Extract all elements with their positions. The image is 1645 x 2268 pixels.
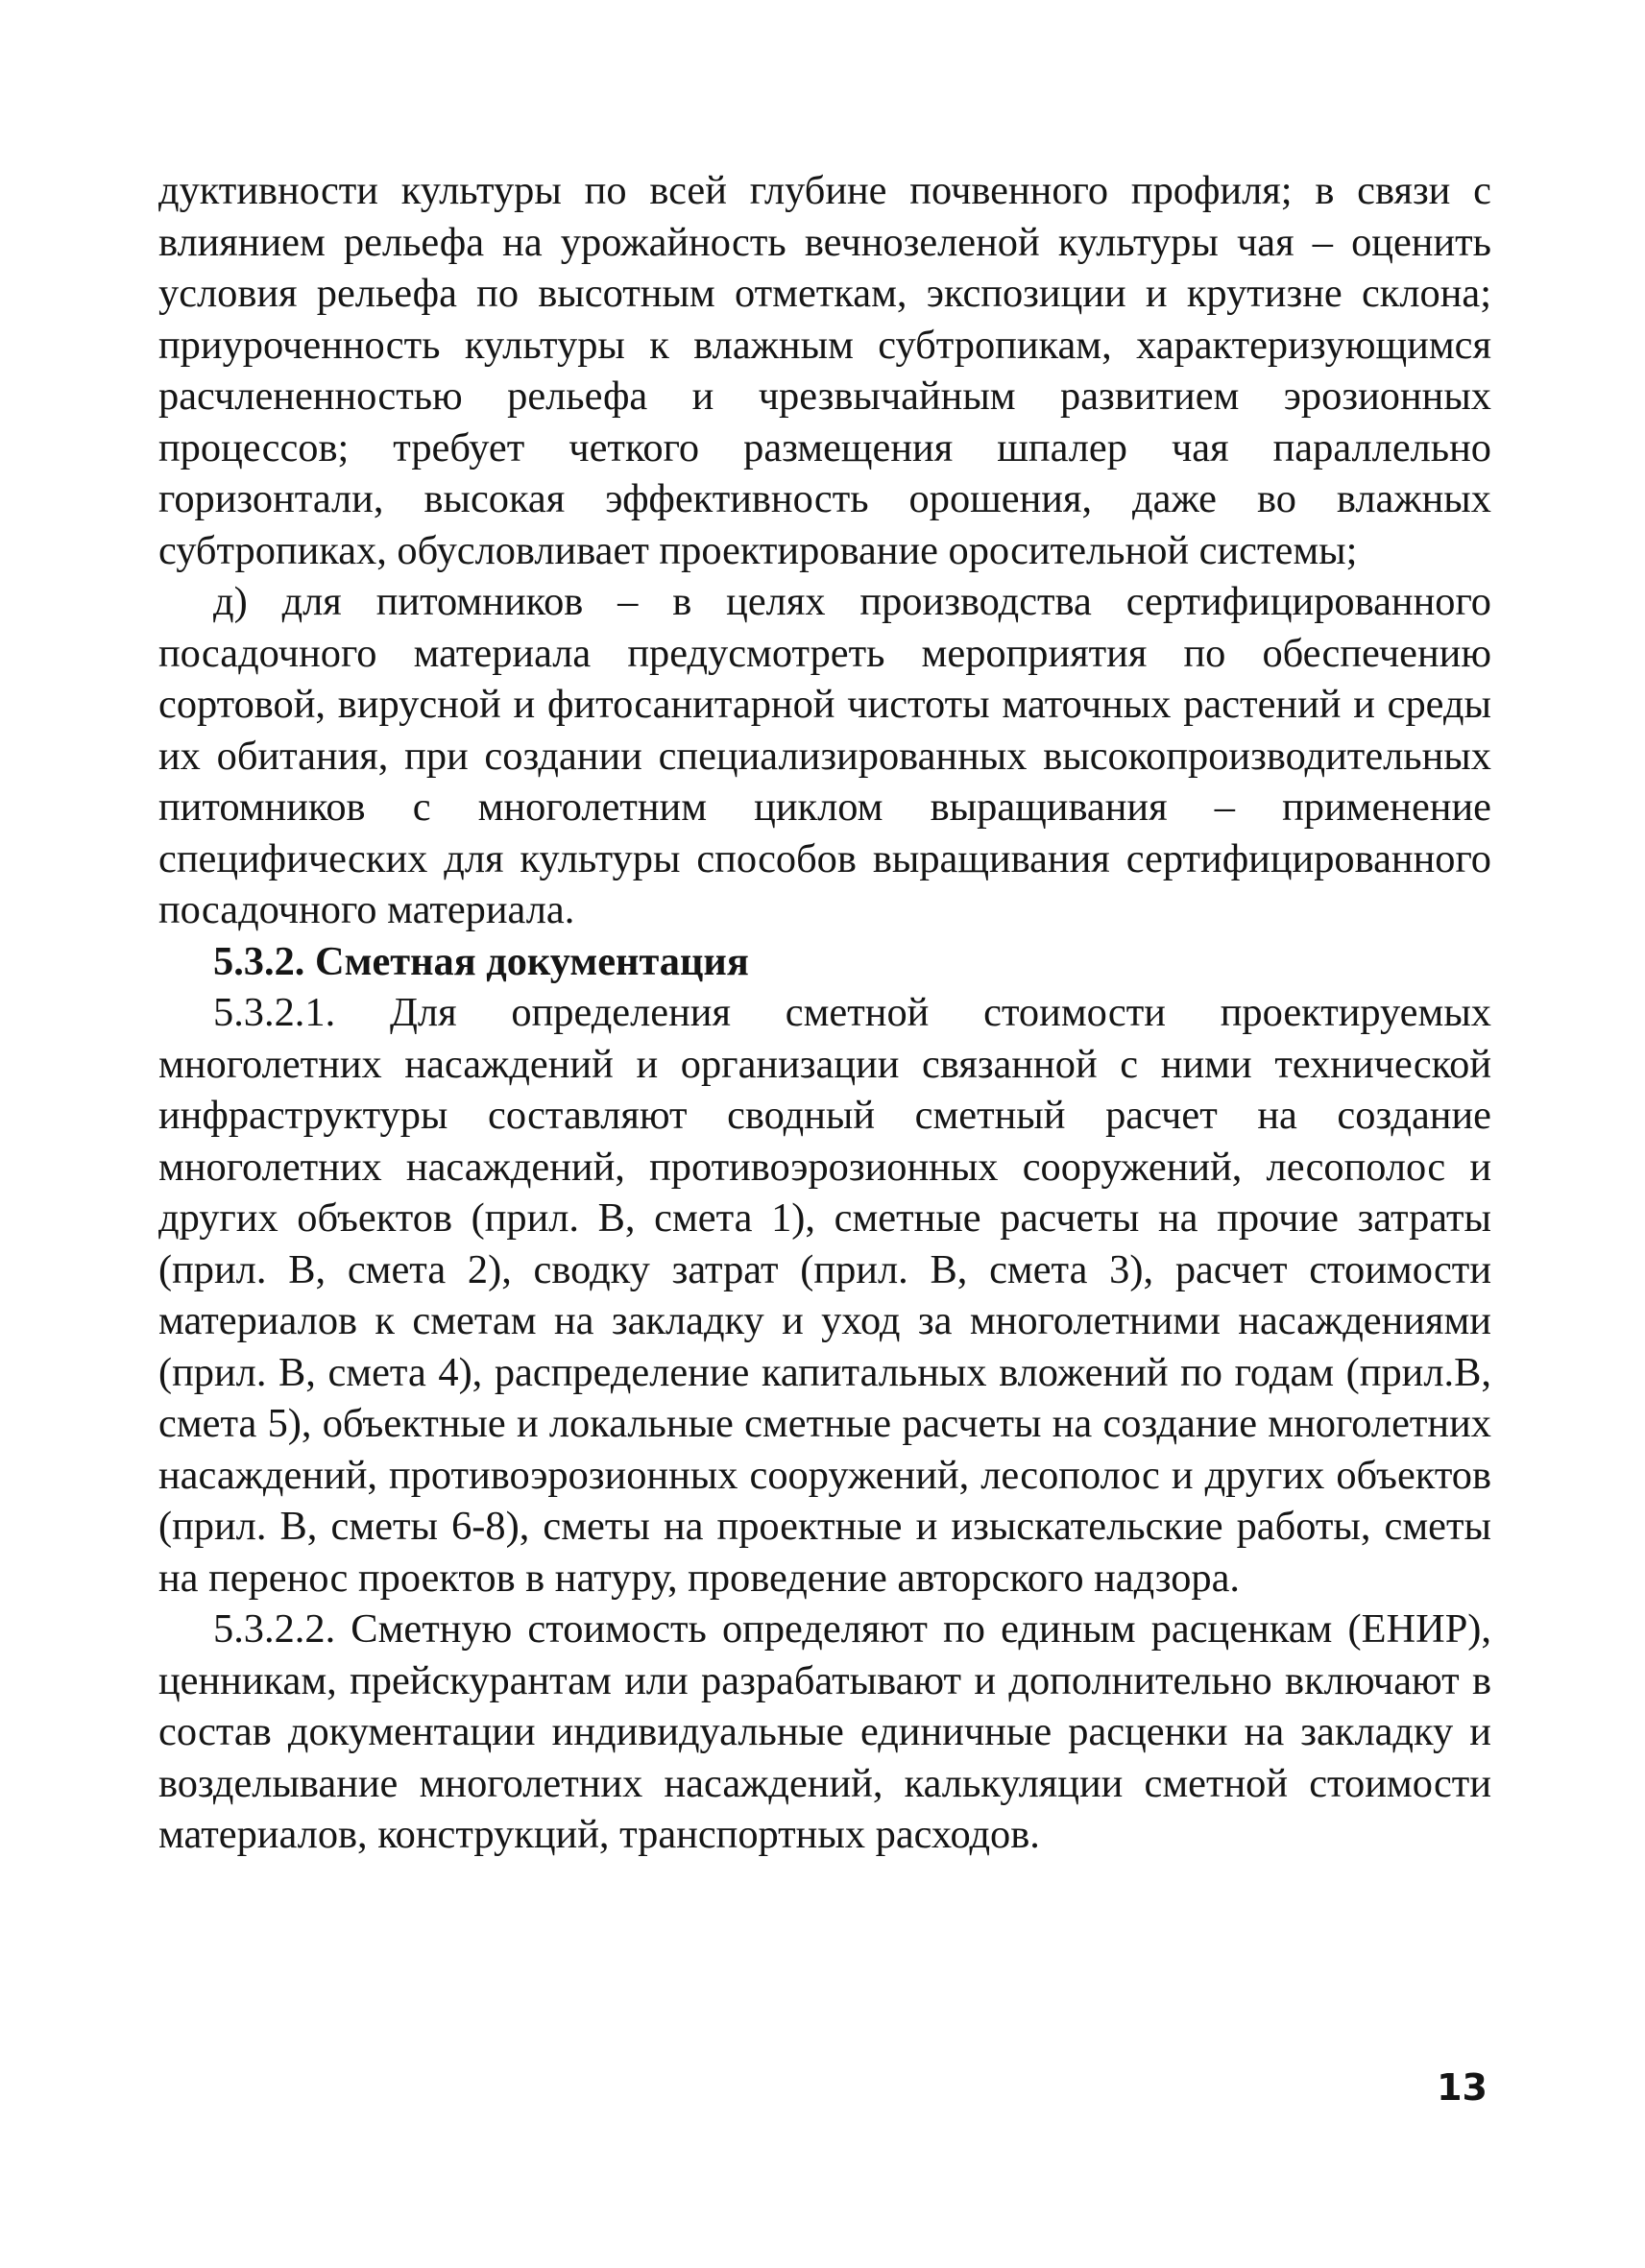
paragraph-5-3-2-2: 5.3.2.2. Сметную стоимость определяют по единым расценкам (ЕНИР), ценникам, прейскурантам или разрабатывают и дополнительно включают в состав документации индивидуальные единичные расценки на закладку и возделывание многолетних насаждений, калькуляции сметной стоимости материалов, конструкций, транспортных расходов. (158, 1606, 1491, 1857)
section-heading: 5.3.2. Сметная документация (213, 938, 749, 984)
paragraph-nurseries: д) для питомников – в целях производства сертифицированного посадочного материала предусмотреть мероприятия по обеспечению сортовой, вирусной и фитосанитарной чистоты маточных растений и среды их обитания, при создании специализированных высокопроизводительных питомников с многолетним циклом выращивания – применение специфических для культуры способов выращивания сертифицированного посадочного материала. (158, 579, 1491, 932)
paragraph-5-3-2-1: 5.3.2.1. Для определения сметной стоимости проектируемых многолетних насаждений и организации связанной с ними технической инфраструктуры составляют сводный сметный расчет на создание многолетних насаждений, противоэрозионных сооружений, лесополос и других объектов (прил. В, смета 1), сметные расчеты на прочие затраты (прил. В, смета 2), сводку затрат (прил. В, смета 3), расчет стоимости материалов к сметам на закладку и уход за многолетними насаждениями (прил. В, смета 4), распределение капитальных вложений по годам (прил.В, смета 5), объектные и локальные сметные расчеты на создание многолетних насаждений, противоэрозионных сооружений, лесополос и других объектов (прил. В, сметы 6-8), сметы на проектные и изыскательские работы, сметы на перенос проектов в натуру, проведение авторского надзора. (158, 990, 1491, 1601)
page-number: 13 (1437, 2066, 1488, 2109)
page-body (158, 165, 1491, 1861)
paragraph-soil-relief: дуктивности культуры по всей глубине почвенного профиля; в связи с влиянием рельефа на урожайность вечнозеленой культуры чая – оценить условия рельефа по высотным отметкам, экспозиции и крутизне склона; приуроченность культуры к влажным субтропикам, характеризующимся расчлененностью рельефа и чрезвычайным развитием эрозионных процессов; требует четкого размещения шпалер чая параллельно горизонтали, высокая эффективность орошения, даже во влажных субтропиках, обусловливает проектирование оросительной системы; (158, 168, 1491, 573)
